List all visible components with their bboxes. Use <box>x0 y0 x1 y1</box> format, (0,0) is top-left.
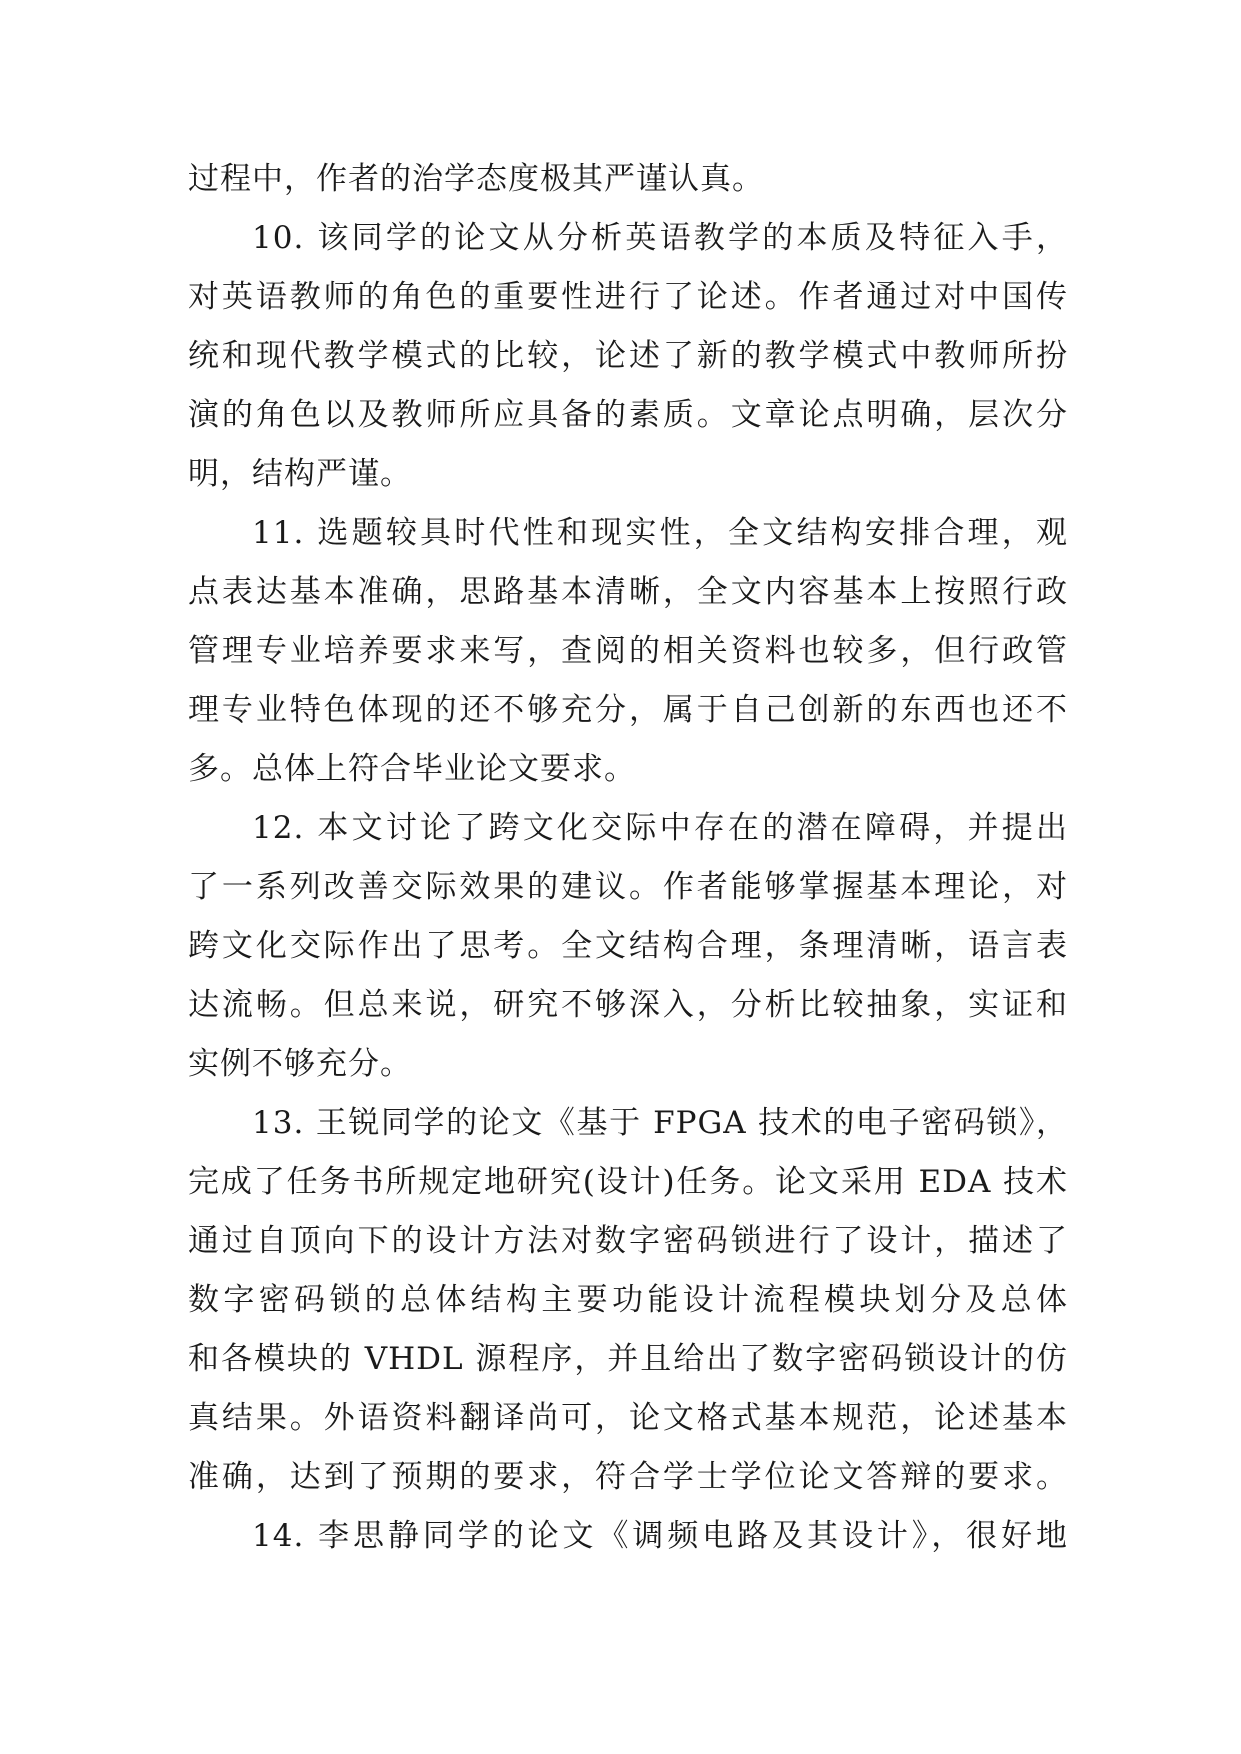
text-line: 过程中，作者的治学态度极其严谨认真。 <box>188 161 764 197</box>
text-line: 理专业特色体现的还不够充分，属于自己创新的东西也还不 <box>188 692 1068 728</box>
text-line: 和各模块的 VHDL 源程序，并且给出了数字密码锁设计的仿 <box>188 1341 1068 1377</box>
text-line: 实例不够充分。 <box>188 1046 412 1082</box>
text-line: 数字密码锁的总体结构主要功能设计流程模块划分及总体 <box>188 1282 1068 1318</box>
text-line: 多。总体上符合毕业论文要求。 <box>188 751 636 787</box>
text-line: 了一系列改善交际效果的建议。作者能够掌握基本理论，对 <box>188 869 1068 905</box>
text-line: 准确，达到了预期的要求，符合学士学位论文答辩的要求。 <box>188 1459 1068 1495</box>
text-line: 对英语教师的角色的重要性进行了论述。作者通过对中国传 <box>188 279 1068 315</box>
text-line: 13. 王锐同学的论文《基于 FPGA 技术的电子密码锁》， <box>252 1105 1068 1141</box>
text-line: 管理专业培养要求来写，查阅的相关资料也较多，但行政管 <box>188 633 1068 669</box>
text-line: 14. 李思静同学的论文《调频电路及其设计》，很好地 <box>252 1518 1068 1554</box>
text-line: 10. 该同学的论文从分析英语教学的本质及特征入手， <box>252 220 1068 256</box>
text-line: 跨文化交际作出了思考。全文结构合理，条理清晰，语言表 <box>188 928 1068 964</box>
text-line: 点表达基本准确，思路基本清晰，全文内容基本上按照行政 <box>188 574 1068 610</box>
text-line: 完成了任务书所规定地研究(设计)任务。论文采用 EDA 技术 <box>188 1164 1068 1200</box>
text-line: 达流畅。但总来说，研究不够深入，分析比较抽象，实证和 <box>188 987 1068 1023</box>
document-body <box>188 150 1068 1566</box>
text-line: 演的角色以及教师所应具备的素质。文章论点明确，层次分 <box>188 397 1068 433</box>
text-line: 12. 本文讨论了跨文化交际中存在的潜在障碍，并提出 <box>252 810 1068 846</box>
text-line: 通过自顶向下的设计方法对数字密码锁进行了设计，描述了 <box>188 1223 1068 1259</box>
text-line: 统和现代教学模式的比较，论述了新的教学模式中教师所扮 <box>188 338 1068 374</box>
text-line: 11. 选题较具时代性和现实性，全文结构安排合理，观 <box>252 515 1068 551</box>
text-line: 明，结构严谨。 <box>188 456 412 492</box>
text-line: 真结果。外语资料翻译尚可，论文格式基本规范，论述基本 <box>188 1400 1068 1436</box>
